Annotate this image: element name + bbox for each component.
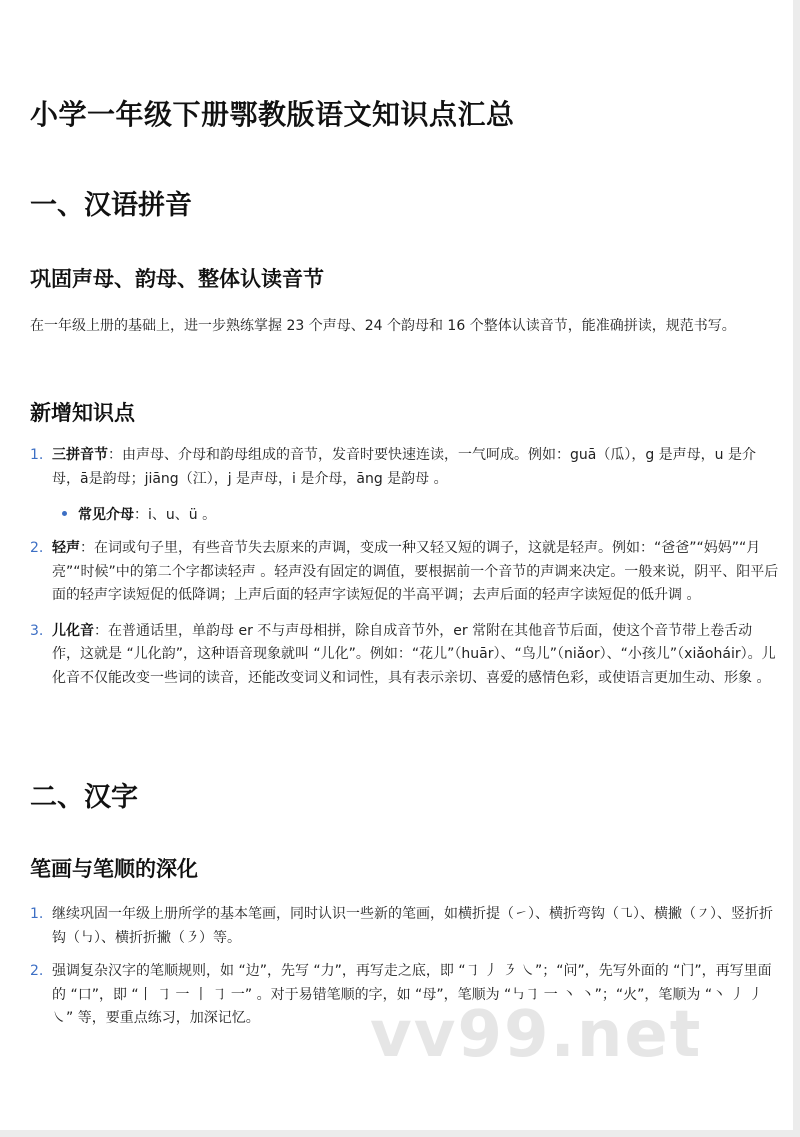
subsection-heading-consolidate: 巩固声母、韵母、整体认读音节 — [30, 267, 324, 291]
list-number: 1. — [30, 447, 44, 463]
list-new-points-2 — [30, 537, 780, 690]
term-label: 轻声 — [52, 540, 80, 556]
item-text: 强调复杂汉字的笔顺规则，如 “边”，先写 “力”，再写走之底，即 “㇆ 丿 ㇋ ㇏”；“问”，先写外面的 “门”，再写里面的 “口”，即 “丨 ㇆ 一 丨 ㇆ 一” 。对于易错笔顺的字，如 “母”，笔顺为 “㇉㇆ 一 丶 丶”；“火”，笔顺为 “丶 丿 丿 ㇏” 等，要重点练习，加深记忆。 — [52, 963, 772, 1026]
item-text: ：i、u、ü 。 — [134, 507, 217, 523]
term-label: 常见介母 — [78, 507, 134, 523]
watermark: vv99.net — [370, 998, 703, 1072]
sub-bullet-item — [62, 503, 216, 527]
list-item — [30, 537, 780, 608]
section-heading-hanzi: 二、汉字 — [30, 782, 138, 813]
item-text: 继续巩固一年级上册所学的基本笔画，同时认识一些新的笔画，如横折提（㇀）、横折弯钩（㇈）、横撇（㇇）、竖折折钩（㇉）、横折折撇（㇋）等。 — [52, 906, 773, 946]
subsection-heading-strokes: 笔画与笔顺的深化 — [30, 857, 198, 881]
list-item — [30, 444, 780, 491]
page-edge-bottom — [0, 1130, 800, 1137]
item-text: ：在词或句子里，有些音节失去原来的声调，变成一种又轻又短的调子，这就是轻声。例如：“爸爸”“妈妈”“月亮”“时候”中的第二个字都读轻声 。轻声没有固定的调值，要根据前一个音节的声调来决定。一般来说，阴平、阳平后面的轻声字读短促的低降调；上声后面的轻声字读短促的半高平调；去声后面的轻声字读短促的低升调 。 — [52, 540, 779, 603]
term-label: 三拼音节 — [52, 447, 108, 463]
paragraph-consolidate: 在一年级上册的基础上，进一步熟练掌握 23 个声母、24 个韵母和 16 个整体认读音节，能准确拼读，规范书写。 — [30, 318, 736, 334]
list-item — [30, 620, 780, 691]
item-text: ：由声母、介母和韵母组成的音节，发音时要快速连读，一气呵成。例如：guā（瓜），g 是声母，u 是介母，ā是韵母；jiāng（江），j 是声母，i 是介母，āng 是韵母 。 — [52, 447, 756, 487]
list-number: 3. — [30, 622, 44, 639]
term-label: 儿化音 — [52, 622, 94, 639]
list-number: 2. — [30, 963, 44, 979]
list-new-points-1 — [30, 444, 780, 491]
page-title: 小学一年级下册鄂教版语文知识点汇总 — [30, 98, 515, 131]
list-number: 1. — [30, 906, 44, 922]
list-item — [30, 903, 780, 950]
section-heading-pinyin: 一、汉语拼音 — [30, 190, 192, 221]
page-edge-right — [793, 0, 800, 1137]
item-text: ：在普通话里，单韵母 er 不与声母相拼，除自成音节外，er 常附在其他音节后面，使这个音节带上卷舌动作，这就是 “儿化韵”，这种语音现象就叫 “儿化”。例如：“花儿”（huār）、“鸟儿”（niǎor）、“小孩儿”（xiǎoháir）。儿化音不仅能改变一些词的读音，还能改变词义和词性，具有表示亲切、喜爱的感情色彩，或使语言更加生动、形象 。 — [52, 622, 776, 686]
bullet-icon — [62, 511, 67, 516]
subsection-heading-new-points: 新增知识点 — [30, 401, 135, 425]
list-number: 2. — [30, 540, 44, 556]
